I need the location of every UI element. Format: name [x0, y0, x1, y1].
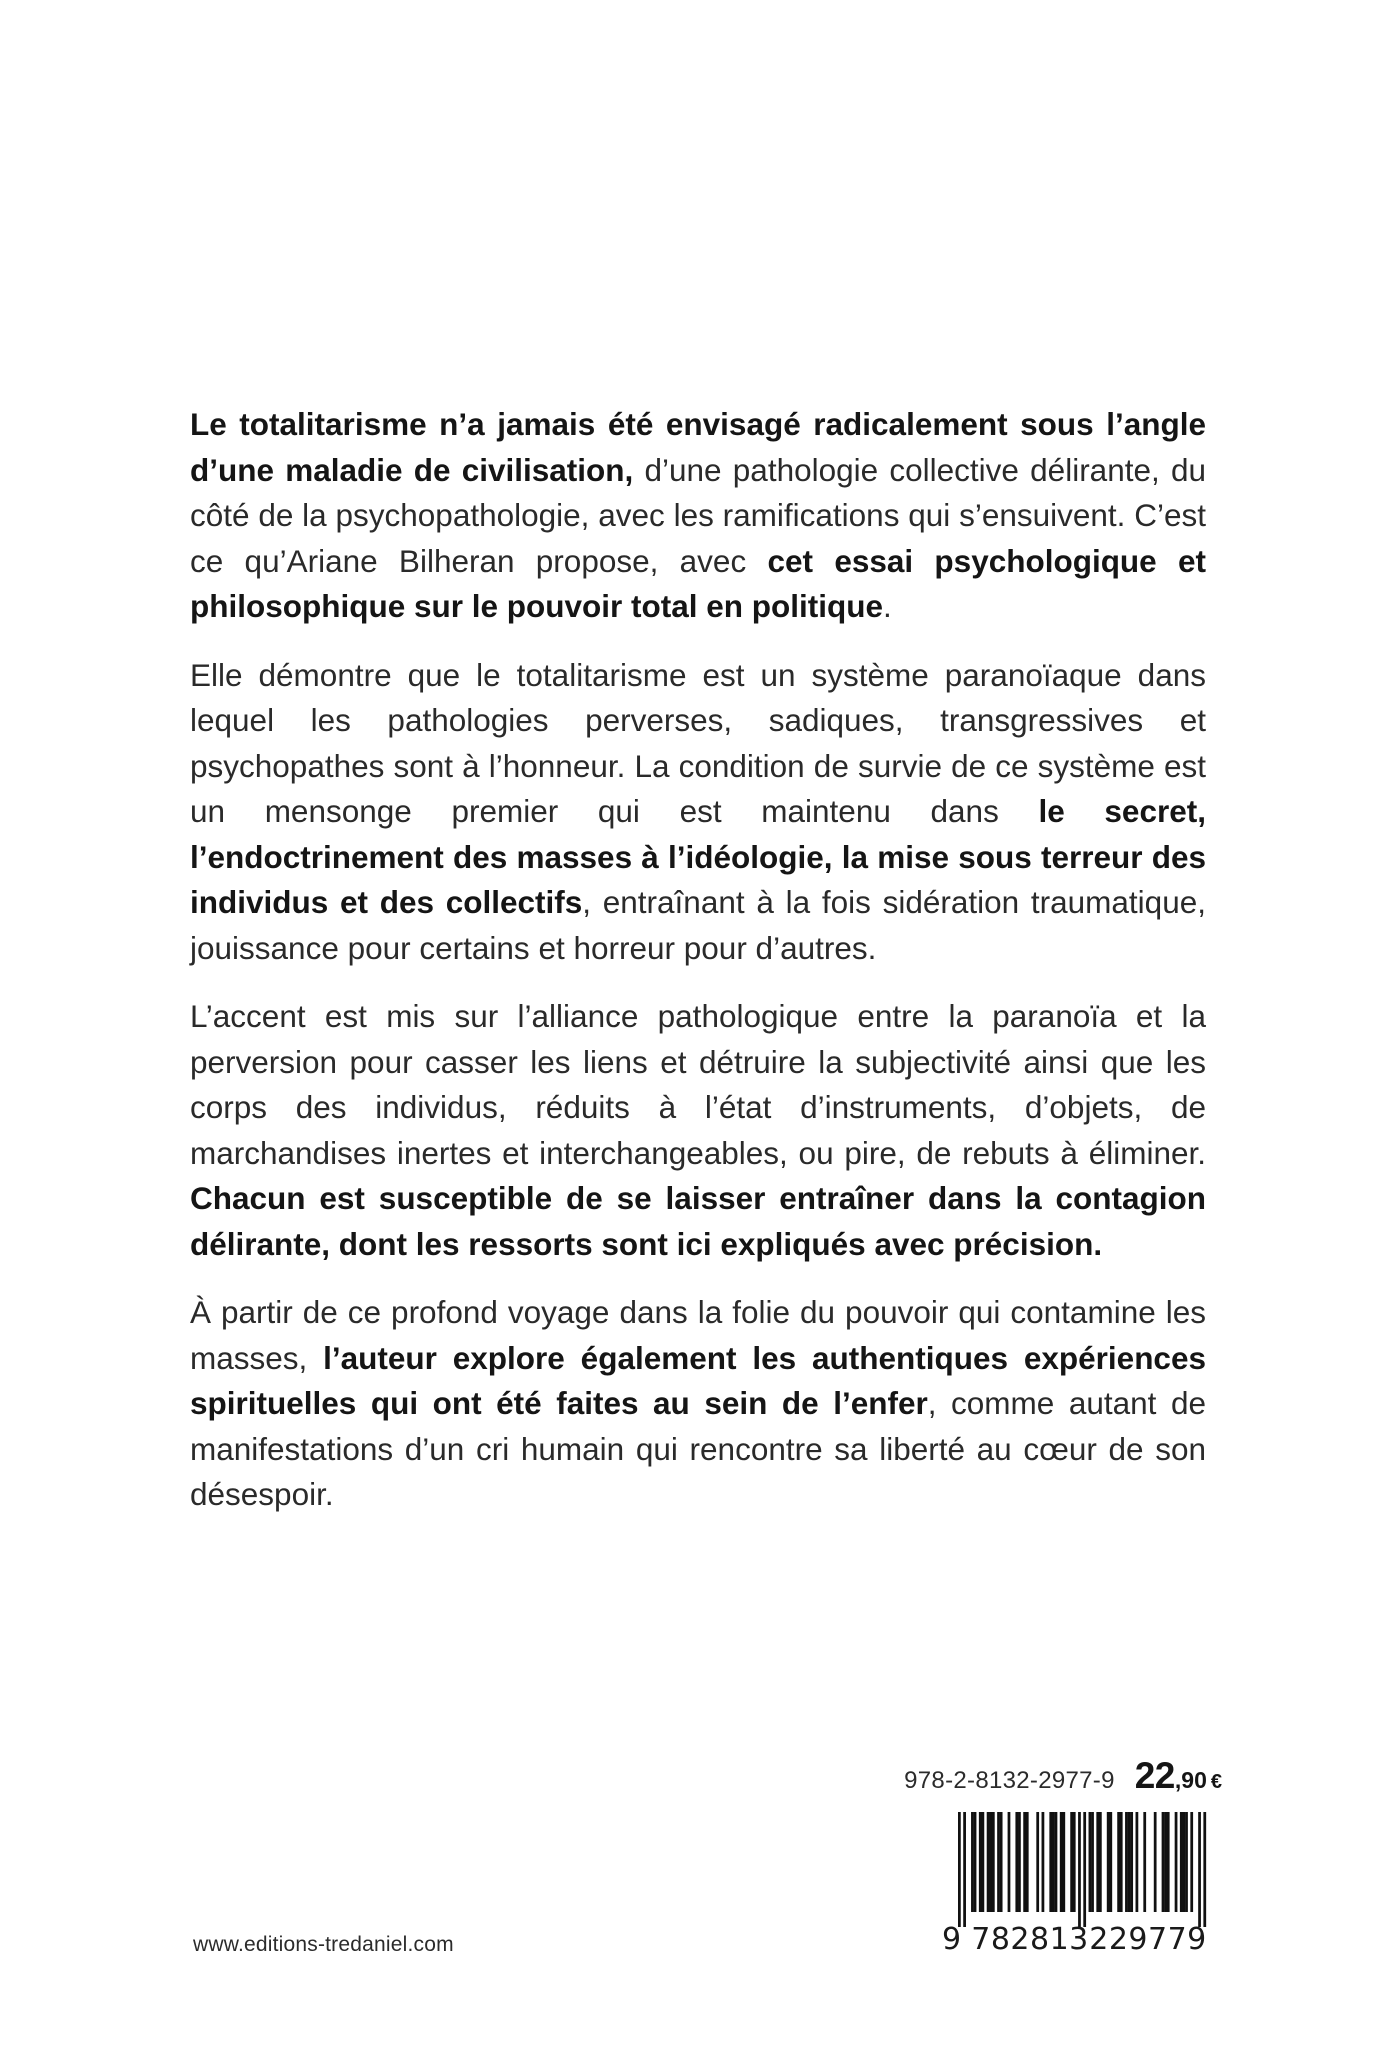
barcode-bar [1128, 1812, 1131, 1912]
barcode-bar [1049, 1812, 1052, 1912]
barcode-digits-left: 782813 [971, 1922, 1089, 1957]
barcode-bar [1055, 1812, 1058, 1912]
barcode-bar [1096, 1812, 1099, 1912]
blurb-p1-text-2: . [883, 588, 892, 624]
blurb-paragraph-1 [190, 402, 1206, 630]
barcode-bar [1052, 1812, 1055, 1912]
back-cover-blurb [190, 402, 1206, 1518]
price-currency: € [1210, 1771, 1222, 1793]
blurb-p4-bold-1: l’auteur explore également les authentiques expériences spirituelles qui ont été faites au sein de l’enfer [190, 1339, 1206, 1421]
barcode-bar [1026, 1812, 1029, 1912]
barcode-bar [1073, 1812, 1076, 1912]
barcode-bar [1083, 1812, 1086, 1927]
barcode-bar [997, 1812, 1000, 1912]
barcode-bar [1008, 1812, 1011, 1912]
barcode-bar [1136, 1812, 1139, 1912]
barcode-bar [958, 1812, 961, 1927]
barcode-bar [1180, 1812, 1183, 1912]
barcode-bar [1154, 1812, 1157, 1912]
blurb-p2-text-2: , entraînant à la fois sidération traumatique, jouissance pour certains et horreur pour d’autres. [190, 884, 1206, 966]
barcode-bar [1198, 1812, 1201, 1927]
barcode-bar [1167, 1812, 1170, 1912]
price-euros: 22 [1134, 1755, 1175, 1796]
isbn-barcode [942, 1812, 1212, 1970]
barcode-bar [989, 1812, 992, 1912]
barcode-digits [942, 1922, 1212, 1957]
blurb-p2-text-1: Elle démontre que le totalitarisme est un système paranoïaque dans lequel les pathologies perverses, sadiques, transgressives et psychopathes sont à l’honneur. La condition de survie de ce système est un mensonge premier qui est maintenu dans [190, 656, 1206, 829]
barcode-digit-lead: 9 [942, 1922, 962, 1957]
blurb-p1-bold-1: Le totalitarisme n’a jamais été envisagé radicalement sous l’angle d’une maladie de civilisation, [190, 406, 1206, 488]
isbn-number: 978-2-8132-2977-9 [904, 1767, 1115, 1794]
barcode-bar [1070, 1812, 1073, 1912]
barcode-bar [1120, 1812, 1123, 1912]
barcode-bar [1089, 1812, 1092, 1912]
blurb-p1-bold-2: cet essai psychologique et philosophique sur le pouvoir total en politique [190, 542, 1206, 624]
barcode-bar [1203, 1812, 1206, 1927]
blurb-p2-bold-1: le secret, l’endoctrinement des masses à l’idéologie, la mise sous terreur des individus et des collectifs [190, 793, 1206, 920]
barcode-bar [1143, 1812, 1146, 1912]
barcode-bar [1175, 1812, 1178, 1912]
publisher-website: www.editions-tredaniel.com [193, 1933, 454, 1956]
barcode-bar [987, 1812, 990, 1912]
blurb-paragraph-2 [190, 653, 1206, 972]
barcode-bar [981, 1812, 984, 1912]
barcode-bar [1060, 1812, 1063, 1912]
barcode-bar [1130, 1812, 1133, 1912]
barcode-bar [1107, 1812, 1110, 1912]
barcode-bar [1015, 1812, 1018, 1912]
barcode-bar [1018, 1812, 1021, 1912]
blurb-p3-bold-1: Chacun est susceptible de se laisser entraîner dans la contagion délirante, dont les ressorts sont ici expliqués avec précision. [190, 1180, 1206, 1262]
barcode-bar [992, 1812, 995, 1912]
blurb-paragraph-4 [190, 1290, 1206, 1518]
barcode-bar [1099, 1812, 1102, 1912]
barcode-bar [1091, 1812, 1094, 1912]
blurb-p1-text-1: d’une pathologie collective délirante, du côté de la psychopathologie, avec les ramifications qui s’ensuivent. C’est ce qu’Ariane Bilheran propose, avec [190, 451, 1206, 579]
blurb-p4-text-1: À partir de ce profond voyage dans la folie du pouvoir qui contamine les masses, [190, 1294, 1206, 1376]
blurb-paragraph-3 [190, 994, 1206, 1267]
barcode-bar [963, 1812, 966, 1927]
isbn-price-line [900, 1755, 1222, 1803]
barcode-bar [1117, 1812, 1120, 1912]
barcode-bar [1162, 1812, 1165, 1912]
barcode-digits-right: 229779 [1089, 1922, 1207, 1957]
barcode-bar [974, 1812, 977, 1912]
barcode-bar [1125, 1812, 1128, 1912]
barcode-bar [1000, 1812, 1003, 1912]
barcode-bar [1185, 1812, 1188, 1912]
barcode-bar [1078, 1812, 1081, 1927]
price-cents: ,90 [1174, 1767, 1207, 1793]
barcode-bar [1042, 1812, 1045, 1912]
barcode-bar [971, 1812, 974, 1912]
barcode-bar [1023, 1812, 1026, 1912]
barcode-bar [1036, 1812, 1039, 1912]
barcode-bar [1183, 1812, 1186, 1912]
barcode-bar [1190, 1812, 1193, 1912]
blurb-p4-text-2: , comme autant de manifestations d’un cri humain qui rencontre sa liberté au cœur de son désespoir. [190, 1385, 1207, 1512]
blurb-p3-text-1: L’accent est mis sur l’alliance pathologique entre la paranoïa et la perversion pour casser les liens et détruire la subjectivité ainsi que les corps des individus, réduits à l’état d’instruments, d’objets, de marchandises inertes et interchangeables, ou pire, de rebuts à éliminer. [190, 998, 1206, 1171]
barcode-bars [942, 1812, 1212, 1927]
barcode-bar [1062, 1812, 1065, 1912]
barcode-bar [1164, 1812, 1167, 1912]
barcode-bar [1109, 1812, 1112, 1912]
barcode-bar [979, 1812, 982, 1912]
